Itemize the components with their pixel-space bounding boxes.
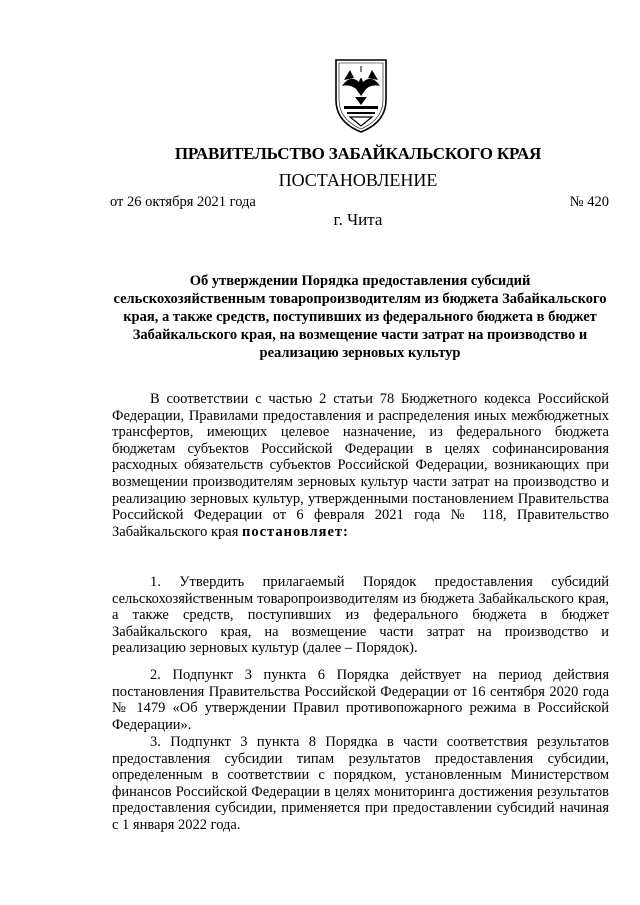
item-2 bbox=[112, 667, 609, 733]
decides-word: постановляет: bbox=[242, 523, 349, 540]
document-type: ПОСТАНОВЛЕНИЕ bbox=[278, 170, 438, 190]
coat-of-arms-icon bbox=[330, 56, 392, 134]
item-1-text: 1. Утвердить прилагаемый Порядок предоставления субсидий сельскохозяйственным товаропроизводителям из бюджета Забайкальского края, а также средств, поступивших из федерального бюджета в бюджет Забайкальского края, на возмещение части затрат на производство и реализацию зерновых культур (далее – Порядок). bbox=[112, 574, 609, 657]
item-1 bbox=[112, 574, 609, 657]
preamble-text: В соответствии с частью 2 статьи 78 Бюджетного кодекса Российской Федерации, Правилами предоставления и распределения иных межбюджетных трансфертов, имеющих целевое назначение, из федерального бюджета бюджетам субъектов Российской Федерации в целях софинансирования расходных обязательств субъектов Российской Федерации, возникающих при возмещении производителям зерновых культур части затрат на производство и реализацию зерновых культур, утвержденными постановлением Правительства Российской Федерации от 6 февраля 2021 года № 118, Правительство Забайкальского края bbox=[112, 391, 609, 540]
government-name: ПРАВИТЕЛЬСТВО ЗАБАЙКАЛЬСКОГО КРАЯ bbox=[174, 144, 542, 163]
document-number: № 420 bbox=[569, 194, 609, 210]
preamble bbox=[112, 391, 609, 540]
item-3-text: 3. Подпункт 3 пункта 8 Порядка в части соответствия результатов предоставления субсидии типам результатов предоставления субсидии, определенным в соответствии с порядком, установленным Министерством финансов Российской Федерации в целях мониторинга достижения результатов предоставления субсидии, применяется при предоставлении субсидий начиная с 1 января 2022 года. bbox=[112, 734, 609, 833]
item-3 bbox=[112, 734, 609, 834]
document-city: г. Чита bbox=[333, 210, 383, 229]
item-2-text: 2. Подпункт 3 пункта 6 Порядка действует на период действия постановления Правительства Российской Федерации от 16 сентября 2020 года № 1479 «Об утверждении Правил противопожарного режима в Российской Федерации». bbox=[112, 667, 609, 733]
document-title: Об утверждении Порядка предоставления субсидий сельскохозяйственным товаропроизводителям из бюджета Забайкальского края, а также средств, поступивших из федерального бюджета в бюджет Забайкальского края, на возмещение части затрат на производство и реализацию зерновых культур bbox=[113, 273, 607, 361]
document-date: от 26 октября 2021 года bbox=[110, 194, 256, 210]
